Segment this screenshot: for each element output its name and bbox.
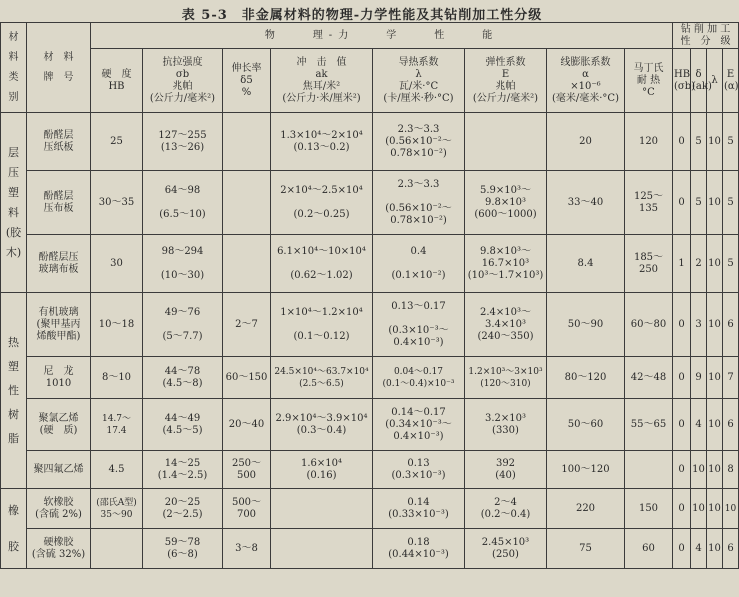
- cell-hardness: 25: [91, 113, 143, 171]
- cell-grade-e: 6: [723, 529, 739, 569]
- table-row: [1, 451, 739, 489]
- cell-grade-lambda: 10: [707, 357, 723, 399]
- cell-expansion: 220: [547, 489, 625, 529]
- header-elongation: 伸长率 δ5 %: [223, 49, 271, 113]
- cell-thermal: 0.4 (0.1×10⁻²): [373, 235, 465, 293]
- cell-hardness: [91, 529, 143, 569]
- cell-martens: 150: [625, 489, 673, 529]
- cell-grade-e: 5: [723, 235, 739, 293]
- cell-expansion: 50～60: [547, 399, 625, 451]
- cell-tensile: 44～49 (4.5～5): [143, 399, 223, 451]
- cell-expansion: 50～90: [547, 293, 625, 357]
- cell-grade-hb: 0: [673, 489, 691, 529]
- cell-thermal: 0.14～0.17 (0.34×10⁻³～ 0.4×10⁻³): [373, 399, 465, 451]
- header-tensile: 抗拉强度 σb 兆帕 (公斤力/毫米²): [143, 49, 223, 113]
- cell-impact: 2.9×10⁴～3.9×10⁴ (0.3～0.4): [271, 399, 373, 451]
- cell-elastic: 392 (40): [465, 451, 547, 489]
- cell-grade-hb: 0: [673, 451, 691, 489]
- header-brand: 材 料 牌 号: [27, 23, 91, 113]
- cell-martens: [625, 451, 673, 489]
- cell-expansion: 8.4: [547, 235, 625, 293]
- cell-grade-hb: 0: [673, 293, 691, 357]
- cell-grade-delta: 4: [691, 399, 707, 451]
- cell-martens: 55～65: [625, 399, 673, 451]
- cell-elongation: [223, 113, 271, 171]
- header-hardness: 硬 度 HB: [91, 49, 143, 113]
- cell-tensile: 64～98 (6.5～10): [143, 171, 223, 235]
- cell-elastic: 2.45×10³ (250): [465, 529, 547, 569]
- cell-impact: 1×10⁴～1.2×10⁴ (0.1～0.12): [271, 293, 373, 357]
- cell-grade-delta: 10: [691, 451, 707, 489]
- cell-grade-lambda: 10: [707, 451, 723, 489]
- cell-impact: 1.3×10⁴～2×10⁴ (0.13～0.2): [271, 113, 373, 171]
- cell-expansion: 20: [547, 113, 625, 171]
- cell-elastic: [465, 113, 547, 171]
- cell-elongation: [223, 171, 271, 235]
- category-laminated: 层 压 塑 料 (胶 木): [1, 113, 27, 293]
- cell-grade-lambda: 10: [707, 113, 723, 171]
- cell-hardness: 30: [91, 235, 143, 293]
- cell-grade-e: 7: [723, 357, 739, 399]
- cell-grade-hb: 0: [673, 357, 691, 399]
- cell-martens: 185～250: [625, 235, 673, 293]
- cell-elongation: 250～500: [223, 451, 271, 489]
- table-row: [1, 171, 739, 235]
- cell-grade-lambda: 10: [707, 171, 723, 235]
- table-number: 表 5-3: [181, 8, 228, 23]
- cell-grade-e: 5: [723, 113, 739, 171]
- cell-tensile: 14～25 (1.4～2.5): [143, 451, 223, 489]
- cell-elongation: [223, 235, 271, 293]
- header-grade-delta: δ (ak): [691, 49, 707, 113]
- cell-thermal: 2.3～3.3 (0.56×10⁻²～ 0.78×10⁻²): [373, 113, 465, 171]
- cell-grade-delta: 4: [691, 529, 707, 569]
- cell-grade-e: 10: [723, 489, 739, 529]
- cell-expansion: 33～40: [547, 171, 625, 235]
- cell-grade-hb: 0: [673, 171, 691, 235]
- cell-elongation: 20～40: [223, 399, 271, 451]
- cell-grade-e: 6: [723, 399, 739, 451]
- cell-grade-hb: 0: [673, 529, 691, 569]
- cell-expansion: 100～120: [547, 451, 625, 489]
- cell-grade-delta: 5: [691, 171, 707, 235]
- cell-thermal: 0.14 (0.33×10⁻³): [373, 489, 465, 529]
- header-grade-e: E (α): [723, 49, 739, 113]
- material-name: 硬橡胶 (含硫 32%): [27, 529, 91, 569]
- table-title: [0, 4, 738, 23]
- properties-table: [0, 22, 739, 569]
- cell-impact: 1.6×10⁴ (0.16): [271, 451, 373, 489]
- material-name: 聚氯乙烯 (硬 质): [27, 399, 91, 451]
- table-row: [1, 529, 739, 569]
- table-row: [1, 235, 739, 293]
- cell-grade-hb: 0: [673, 399, 691, 451]
- cell-thermal: 0.13 (0.3×10⁻³): [373, 451, 465, 489]
- cell-thermal: 0.18 (0.44×10⁻³): [373, 529, 465, 569]
- category-thermoplastic: 热 塑 性 树 脂: [1, 293, 27, 489]
- header-martens: 马丁氏 耐 热 °C: [625, 49, 673, 113]
- cell-hardness: 4.5: [91, 451, 143, 489]
- material-name: 酚醛层 压纸板: [27, 113, 91, 171]
- cell-elastic: 3.2×10³ (330): [465, 399, 547, 451]
- cell-grade-delta: 9: [691, 357, 707, 399]
- cell-grade-hb: 1: [673, 235, 691, 293]
- material-name: 聚四氟乙烯: [27, 451, 91, 489]
- cell-impact: 24.5×10⁴～63.7×10⁴ (2.5～6.5): [271, 357, 373, 399]
- cell-thermal: 0.04～0.17 (0.1～0.4)×10⁻³: [373, 357, 465, 399]
- cell-martens: 42～48: [625, 357, 673, 399]
- cell-tensile: 44～78 (4.5～8): [143, 357, 223, 399]
- cell-impact: [271, 529, 373, 569]
- category-rubber: 橡 胶: [1, 489, 27, 569]
- cell-elastic: 5.9×10³～ 9.8×10³ (600～1000): [465, 171, 547, 235]
- cell-expansion: 75: [547, 529, 625, 569]
- cell-grade-lambda: 10: [707, 529, 723, 569]
- table-title-text: 非金属材料的物理-力学性能及其钻削加工性分级: [241, 8, 543, 23]
- cell-grade-delta: 5: [691, 113, 707, 171]
- header-grade-lambda: λ: [707, 49, 723, 113]
- cell-grade-e: 6: [723, 293, 739, 357]
- table-row: [1, 113, 739, 171]
- table-row: [1, 293, 739, 357]
- cell-martens: 125～135: [625, 171, 673, 235]
- header-expansion: 线膨胀系数 α ×10⁻⁶ (毫米/毫米·°C): [547, 49, 625, 113]
- cell-hardness: 30～35: [91, 171, 143, 235]
- cell-thermal: 0.13～0.17 (0.3×10⁻³～ 0.4×10⁻³): [373, 293, 465, 357]
- cell-elongation: 2～7: [223, 293, 271, 357]
- material-name: 有机玻璃 (聚甲基丙 烯酸甲酯): [27, 293, 91, 357]
- material-name: 软橡胶 (含硫 2%): [27, 489, 91, 529]
- cell-elongation: 3～8: [223, 529, 271, 569]
- table-row: [1, 399, 739, 451]
- header-impact: 冲 击 值 ak 焦耳/米² (公斤力·米/厘米²): [271, 49, 373, 113]
- table-row: [1, 357, 739, 399]
- header-grade-hb: HB (σb): [673, 49, 691, 113]
- header-category: 材 料 类 别: [1, 23, 27, 113]
- material-name: 酚醛层 压布板: [27, 171, 91, 235]
- cell-martens: 60～80: [625, 293, 673, 357]
- cell-grade-delta: 10: [691, 489, 707, 529]
- cell-hardness: 10～18: [91, 293, 143, 357]
- cell-impact: [271, 489, 373, 529]
- cell-hardness: 14.7～17.4: [91, 399, 143, 451]
- cell-grade-e: 5: [723, 171, 739, 235]
- cell-expansion: 80～120: [547, 357, 625, 399]
- cell-tensile: 59～78 (6～8): [143, 529, 223, 569]
- cell-tensile: 98～294 (10～30): [143, 235, 223, 293]
- cell-tensile: 49～76 (5～7.7): [143, 293, 223, 357]
- cell-grade-delta: 2: [691, 235, 707, 293]
- cell-elastic: 1.2×10³～3×10³ (120～310): [465, 357, 547, 399]
- cell-thermal: 2.3～3.3 (0.56×10⁻²～ 0.78×10⁻²): [373, 171, 465, 235]
- cell-hardness: (邵氏A型) 35～90: [91, 489, 143, 529]
- cell-elastic: 9.8×10³～ 16.7×10³ (10³～1.7×10³): [465, 235, 547, 293]
- cell-elastic: 2.4×10³～ 3.4×10³ (240～350): [465, 293, 547, 357]
- table-row: [1, 489, 739, 529]
- cell-elongation: 60～150: [223, 357, 271, 399]
- cell-grade-lambda: 10: [707, 235, 723, 293]
- cell-grade-hb: 0: [673, 113, 691, 171]
- cell-elastic: 2～4 (0.2～0.4): [465, 489, 547, 529]
- material-name: 尼 龙 1010: [27, 357, 91, 399]
- header-group-drilling: 钻 削 加 工 性 分 级: [673, 23, 739, 49]
- cell-grade-delta: 3: [691, 293, 707, 357]
- cell-martens: 60: [625, 529, 673, 569]
- cell-martens: 120: [625, 113, 673, 171]
- header-group-physical: 物 理-力 学 性 能: [91, 23, 673, 49]
- material-name: 酚醛层压 玻璃布板: [27, 235, 91, 293]
- cell-grade-lambda: 10: [707, 399, 723, 451]
- cell-grade-lambda: 10: [707, 489, 723, 529]
- cell-elongation: 500～700: [223, 489, 271, 529]
- cell-tensile: 127～255 (13～26): [143, 113, 223, 171]
- cell-tensile: 20～25 (2～2.5): [143, 489, 223, 529]
- cell-impact: 6.1×10⁴～10×10⁴ (0.62～1.02): [271, 235, 373, 293]
- cell-grade-e: 8: [723, 451, 739, 489]
- header-thermal: 导热系数 λ 瓦/米·°C (卡/厘米·秒·°C): [373, 49, 465, 113]
- cell-grade-lambda: 10: [707, 293, 723, 357]
- header-elastic: 弹性系数 E 兆帕 (公斤力/毫米²): [465, 49, 547, 113]
- cell-hardness: 8～10: [91, 357, 143, 399]
- cell-impact: 2×10⁴～2.5×10⁴ (0.2～0.25): [271, 171, 373, 235]
